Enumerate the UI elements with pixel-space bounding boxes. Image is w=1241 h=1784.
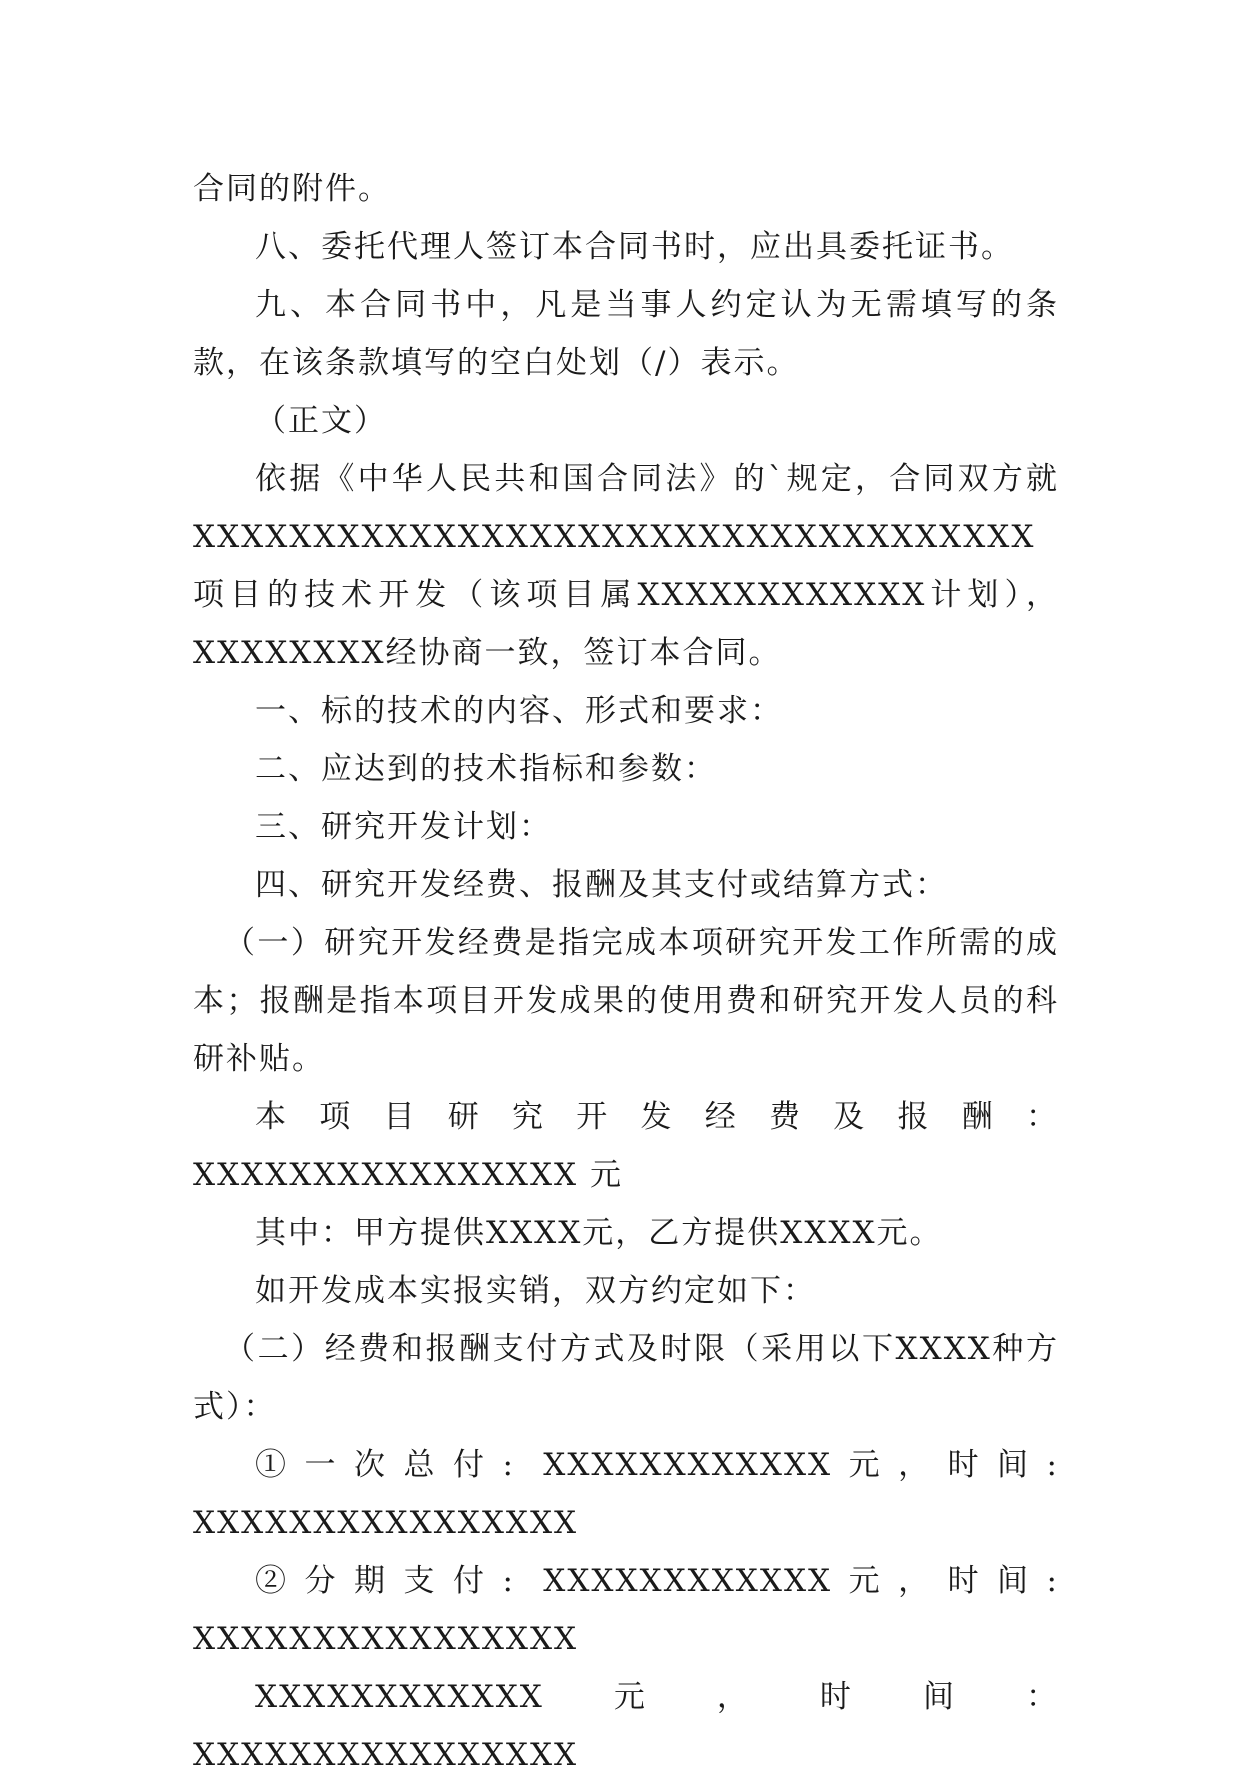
paragraph-item-3: 三、研究开发计划： (255, 809, 552, 845)
paragraph-clause-9: 九、本合同书中，凡是当事人约定认为无需填写的条款，在该条款填写的空白处划（/）表示。 (193, 287, 1059, 381)
paragraph-main-text-heading: （正文） (255, 403, 387, 439)
paragraph-item-4: 四、研究开发经费、报酬及其支付或结算方式： (255, 867, 948, 903)
paragraph-item-2: 二、应达到的技术指标和参数： (255, 751, 717, 787)
paragraph-total-funding: 本项目研究开发经费及报酬：XXXXXXXXXXXXXXXX 元 (193, 1099, 1059, 1193)
paragraph-actual-cost-agreement: 如开发成本实报实销，双方约定如下： (255, 1273, 816, 1309)
paragraph-installment-payment: ②分期支付: XXXXXXXXXXXX元，时间: XXXXXXXXXXXXXXXX (193, 1563, 1059, 1657)
paragraph-funding-split: 其中：甲方提供XXXX元，乙方提供XXXX元。 (255, 1215, 943, 1251)
paragraph-subitem-1: （一）研究开发经费是指完成本项研究开发工作所需的成本；报酬是指本项目开发成果的使用费和研究开发人员的科研补贴。 (193, 925, 1059, 1077)
paragraph-attachment-continuation: 合同的附件。 (193, 171, 391, 207)
paragraph-subitem-2: （二）经费和报酬支付方式及时限（采用以下XXXX种方式）： (193, 1331, 1059, 1425)
paragraph-installment-continuation: XXXXXXXXXXXX元，时间：XXXXXXXXXXXXXXXX (193, 1679, 1059, 1773)
paragraph-item-1: 一、标的技术的内容、形式和要求： (255, 693, 783, 729)
paragraph-clause-8: 八、委托代理人签订本合同书时，应出具委托证书。 (255, 229, 1014, 265)
paragraph-lump-sum-payment: ①一次总付: XXXXXXXXXXXX元，时间: XXXXXXXXXXXXXXXX (193, 1447, 1059, 1541)
paragraph-contract-basis: 依据《中华人民共和国合同法》的`规定，合同双方就XXXXXXXXXXXXXXXXXXXXXXXXXXXXXXXXXXX项目的技术开发（该项目属XXXXXXXXXXXX计划），XXXXXXXX经协商一致，签订本合同。 (193, 461, 1059, 671)
contract-body-text (193, 160, 1059, 1784)
